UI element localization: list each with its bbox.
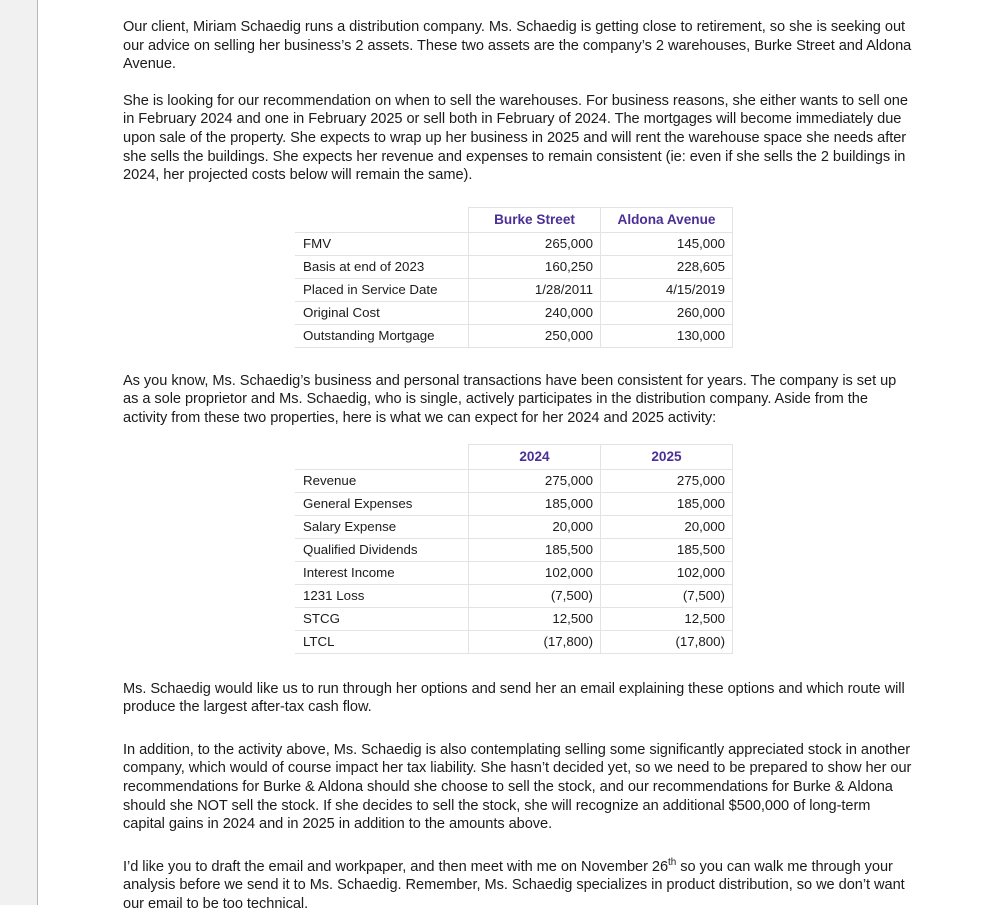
- row-label: Revenue: [296, 469, 469, 492]
- paragraph-stock-sale: In addition, to the activity above, Ms. Schaedig is also contemplating selling some significantly appreciated stock in another company, which would of course impact her tax liability. She hasn’t decided yet, so we need to be prepared to show her our recommendations for Burke & Aldona should she choose to sell the stock, and our recommendations for Burke & Aldona should she NOT sell the stock. If she decides to sell the stock, she will recognize an additional $500,000 of long-term capital gains in 2024 and in 2025 in addition to the amounts above.: [123, 741, 912, 833]
- meeting-text-after: so you can walk me through your analysis before we send it to Ms. Schaedig. Remember, Ms. Schaedig specializes in product distribution, so we don’t want our email to be too technical.: [123, 858, 905, 912]
- projected-activity-table: [295, 444, 733, 654]
- row-label: STCG: [296, 607, 469, 630]
- cell-value: 260,000: [601, 301, 733, 324]
- cell-value: (17,800): [601, 630, 733, 653]
- row-label: Outstanding Mortgage: [296, 324, 469, 347]
- table-row: [296, 538, 733, 561]
- table-row: [296, 584, 733, 607]
- cell-value: (7,500): [601, 584, 733, 607]
- cell-value: 185,000: [469, 492, 601, 515]
- cell-value: 250,000: [469, 324, 601, 347]
- property-table-corner-cell: [296, 207, 469, 232]
- cell-value: 102,000: [469, 561, 601, 584]
- table-row: [296, 607, 733, 630]
- cell-value: (17,800): [469, 630, 601, 653]
- ordinal-suffix: th: [668, 856, 677, 868]
- property-table-header-aldona: Aldona Avenue: [601, 207, 733, 232]
- cell-value: 20,000: [601, 515, 733, 538]
- row-label: General Expenses: [296, 492, 469, 515]
- paragraph-timing: She is looking for our recommendation on when to sell the warehouses. For business reasons, she either wants to sell one in February 2024 and one in February 2025 or sell both in February of 2024. The mortgages will become immediately due upon sale of the property. She expects to wrap up her business in 2025 and will rent the warehouse space she needs after she sells the buildings. She expects her revenue and expenses to remain consistent (ie: even if she sells the 2 buildings in 2024, her projected costs below will remain the same).: [123, 92, 908, 184]
- table-row: [296, 561, 733, 584]
- table-row: [296, 469, 733, 492]
- table-row: [296, 278, 733, 301]
- row-label: Qualified Dividends: [296, 538, 469, 561]
- cell-value: 265,000: [469, 232, 601, 255]
- cell-value: 240,000: [469, 301, 601, 324]
- cell-value: 20,000: [469, 515, 601, 538]
- cell-value: 185,000: [601, 492, 733, 515]
- cell-value: 160,250: [469, 255, 601, 278]
- activity-table-header-2024: 2024: [469, 444, 601, 469]
- table-row: [296, 324, 733, 347]
- table-row: [296, 492, 733, 515]
- table-row: [296, 232, 733, 255]
- paragraph-background: As you know, Ms. Schaedig’s business and personal transactions have been consistent for years. The company is set up as a sole proprietor and Ms. Schaedig, who is single, actively participates in the distribution company. Aside from the activity from these two properties, here is what we can expect for her 2024 and 2025 activity:: [123, 372, 897, 426]
- property-table-header-burke: Burke Street: [469, 207, 601, 232]
- table-row: [296, 630, 733, 653]
- cell-value: (7,500): [469, 584, 601, 607]
- spacer: [123, 185, 913, 207]
- spacer: [123, 428, 913, 444]
- paragraph-deliverable: Ms. Schaedig would like us to run through her options and send her an email explaining these options and which route will produce the largest after-tax cash flow.: [123, 680, 905, 716]
- row-label: Salary Expense: [296, 515, 469, 538]
- table-header-row: [296, 207, 733, 232]
- table-row: [296, 515, 733, 538]
- cell-value: 275,000: [601, 469, 733, 492]
- cell-value: 1/28/2011: [469, 278, 601, 301]
- row-label: LTCL: [296, 630, 469, 653]
- activity-table-corner-cell: [296, 444, 469, 469]
- cell-value: 275,000: [469, 469, 601, 492]
- cell-value: 4/15/2019: [601, 278, 733, 301]
- row-label: Placed in Service Date: [296, 278, 469, 301]
- paragraph-meeting: [123, 858, 913, 913]
- activity-table-header-2025: 2025: [601, 444, 733, 469]
- cell-value: 228,605: [601, 255, 733, 278]
- document-body: [123, 0, 913, 913]
- table-row: [296, 301, 733, 324]
- cell-value: 145,000: [601, 232, 733, 255]
- spacer: [123, 74, 913, 92]
- spacer: [123, 834, 913, 858]
- spacer: [123, 717, 913, 741]
- spacer: [123, 654, 913, 680]
- cell-value: 130,000: [601, 324, 733, 347]
- spacer: [123, 348, 913, 372]
- row-label: 1231 Loss: [296, 584, 469, 607]
- table-header-row: [296, 444, 733, 469]
- row-label: Original Cost: [296, 301, 469, 324]
- meeting-text-before: I’d like you to draft the email and workpaper, and then meet with me on November 26: [123, 858, 669, 875]
- cell-value: 185,500: [601, 538, 733, 561]
- table-row: [296, 255, 733, 278]
- cell-value: 102,000: [601, 561, 733, 584]
- row-label: Interest Income: [296, 561, 469, 584]
- page-left-margin-gutter: [0, 0, 38, 905]
- row-label: Basis at end of 2023: [296, 255, 469, 278]
- cell-value: 12,500: [601, 607, 733, 630]
- cell-value: 12,500: [469, 607, 601, 630]
- spacer-top: [123, 0, 913, 18]
- paragraph-intro: Our client, Miriam Schaedig runs a distribution company. Ms. Schaedig is getting close to retirement, so she is seeking out our advice on selling her business’s 2 assets. These two assets are the company’s 2 warehouses, Burke Street and Aldona Avenue.: [123, 19, 912, 73]
- cell-value: 185,500: [469, 538, 601, 561]
- row-label: FMV: [296, 232, 469, 255]
- property-comparison-table: [295, 207, 733, 348]
